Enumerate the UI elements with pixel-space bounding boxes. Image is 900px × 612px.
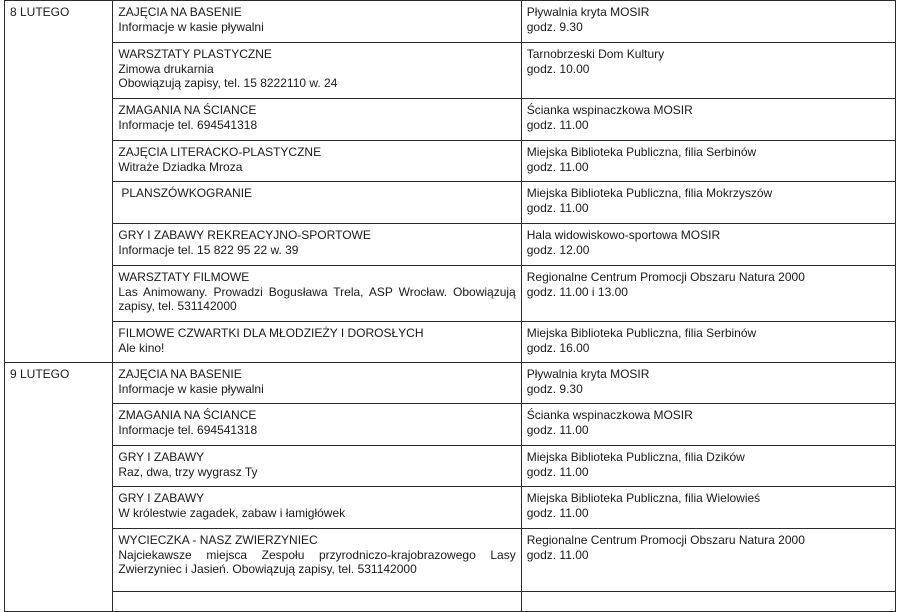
event-time: godz. 11.00 i 13.00 [526,284,628,299]
event-time: godz. 11.00 [526,505,589,520]
event-detail: Las Animowany. Prowadzi Bogusława Trela, ASP Wrocław. Obowiązują zapisy, tel. 531142000 [118,284,516,313]
event-detail: Najciekawsze miejsca Zespołu przyrodniczo-krajobrazowego Lasy Zwierzyniec i Jasień. Obowiązują zapisy, tel. 531142000 [118,547,516,576]
event-cell [113,141,521,182]
event-title: WYCIECZKA - NASZ ZWIERZYNIEC [118,533,318,547]
event-title: GRY I ZABAWY [118,450,205,464]
event-detail: Zimowa drukarnia [118,61,214,76]
event-cell [113,182,521,224]
location-cell [521,446,895,487]
event-time: godz. 10.00 [526,61,590,76]
event-time: godz. 16.00 [526,340,590,355]
table-row [5,224,896,266]
event-detail: Informacje tel. 15 822 95 22 w. 39 [118,242,299,257]
event-location: Tarnobrzeski Dom Kultury [526,47,665,61]
table-row [5,141,896,182]
event-detail: Ale kino! [118,340,165,355]
event-detail: Informacje w kasie pływalni [118,381,264,396]
event-title: GRY I ZABAWY REKREACYJNO-SPORTOWE [118,228,371,242]
event-time: godz. 12.00 [526,242,590,257]
table-row [5,529,896,592]
event-cell [113,487,521,529]
date-label: 9 LUTEGO [10,367,70,381]
events-schedule-table [4,0,896,612]
event-location: Pływalnia kryta MOSIR [526,5,650,19]
event-cell [113,1,521,43]
table-row [5,446,896,487]
event-cell [113,592,521,612]
table-row [5,266,896,322]
location-cell [521,529,895,592]
table-row [5,1,896,43]
event-title: ZAJĘCIA NA BASENIE [118,5,242,19]
event-title: WARSZTATY FILMOWE [118,270,250,284]
event-title: GRY I ZABAWY [118,491,205,505]
date-label: 8 LUTEGO [10,5,70,19]
event-time: godz. 11.00 [526,200,589,215]
location-cell [521,224,895,266]
event-title: ZAJĘCIA NA BASENIE [118,367,242,381]
event-time: godz. 11.00 [526,117,589,132]
location-cell [521,99,895,141]
event-location: Miejska Biblioteka Publiczna, filia Wielowieś [526,491,761,505]
event-cell [113,43,521,99]
event-detail: Raz, dwa, trzy wygrasz Ty [118,464,258,479]
event-title: PLANSZÓWKOGRANIE [121,186,253,200]
date-cell [5,363,113,612]
table-row [5,182,896,224]
event-time: godz. 11.00 [526,464,589,479]
location-cell [521,487,895,529]
event-location: Miejska Biblioteka Publiczna, filia Dzików [526,450,745,464]
event-detail: Informacje tel. 694541318 [118,422,258,437]
event-time: godz. 9.30 [526,381,583,396]
event-location: Hala widowiskowo-sportowa MOSIR [526,228,721,242]
event-cell [113,363,521,404]
table-row [5,363,896,404]
event-detail: Informacje tel. 694541318 [118,117,258,132]
event-detail: Witraże Dziadka Mroza [118,159,243,174]
event-title: FILMOWE CZWARTKI DLA MŁODZIEŻY I DOROSŁYCH [118,326,424,340]
location-cell [521,322,895,363]
event-cell [113,224,521,266]
event-cell [113,322,521,363]
event-time: godz. 11.00 [526,422,589,437]
event-location: Pływalnia kryta MOSIR [526,367,650,381]
table-row [5,322,896,363]
location-cell [521,404,895,446]
date-cell [5,1,113,363]
table-row [5,592,896,612]
event-location: Miejska Biblioteka Publiczna, filia Mokrzyszów [526,186,773,200]
event-time: godz. 11.00 [526,547,589,562]
event-detail: W królestwie zagadek, zabaw i łamigłówek [118,505,346,520]
event-location: Ścianka wspinaczkowa MOSIR [526,408,693,422]
event-location: Regionalne Centrum Promocji Obszaru Natura 2000 [526,533,805,547]
event-time: godz. 9.30 [526,19,583,34]
event-title: ZAJĘCIA LITERACKO-PLASTYCZNE [118,145,322,159]
event-cell [113,529,521,592]
location-cell [521,592,895,612]
table-row [5,99,896,141]
event-location: Ścianka wspinaczkowa MOSIR [526,103,693,117]
table-row [5,43,896,99]
table-row [5,404,896,446]
event-location: Miejska Biblioteka Publiczna, filia Serbinów [526,326,757,340]
table-row [5,487,896,529]
event-title: WARSZTATY PLASTYCZNE [118,47,272,61]
location-cell [521,1,895,43]
event-cell [113,99,521,141]
location-cell [521,266,895,322]
location-cell [521,141,895,182]
event-cell [113,266,521,322]
event-cell [113,446,521,487]
event-detail: Informacje w kasie pływalni [118,19,264,34]
event-time: godz. 11.00 [526,159,589,174]
location-cell [521,43,895,99]
event-location: Regionalne Centrum Promocji Obszaru Natura 2000 [526,270,805,284]
location-cell [521,182,895,224]
event-detail: Obowiązują zapisy, tel. 15 8222110 w. 24 [118,76,338,90]
event-title: ZMAGANIA NA ŚCIANCE [118,103,257,117]
event-title: ZMAGANIA NA ŚCIANCE [118,408,257,422]
location-cell [521,363,895,404]
event-cell [113,404,521,446]
event-location: Miejska Biblioteka Publiczna, filia Serbinów [526,145,757,159]
